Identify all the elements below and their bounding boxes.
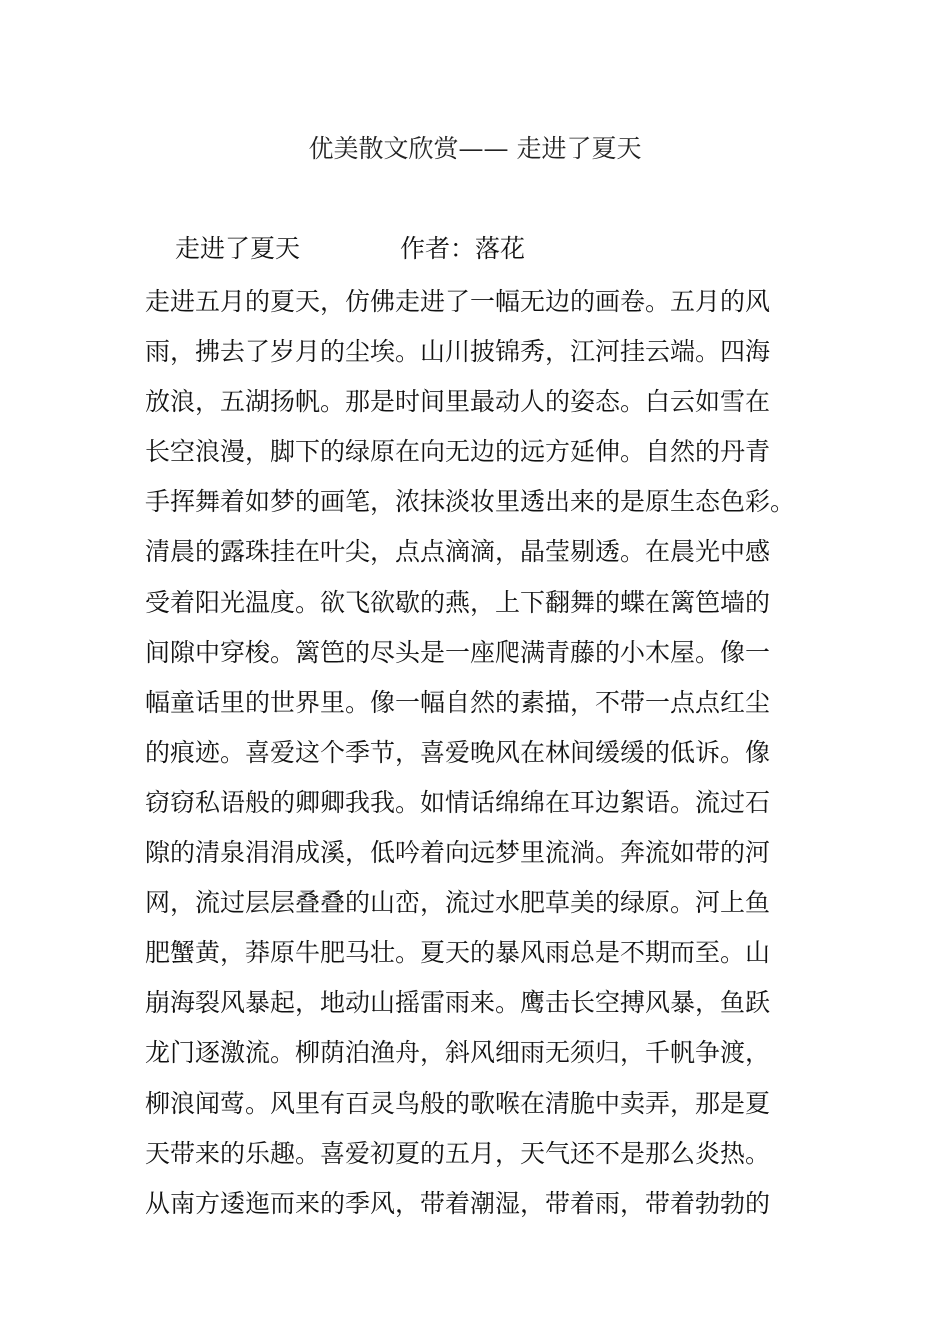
paragraph-line: 受着阳光温度。欲飞欲歇的燕，上下翻舞的蝶在篱笆墙的 [145, 587, 771, 617]
essay-body [145, 277, 815, 1229]
paragraph-line: 间隙中穿梭。篱笆的尽头是一座爬满青藤的小木屋。像一 [145, 637, 771, 667]
paragraph-line: 从南方逶迤而来的季风，带着潮湿，带着雨，带着勃勃的 [145, 1188, 771, 1218]
paragraph-line: 清晨的露珠挂在叶尖，点点滴滴，晶莹剔透。在晨光中感 [145, 537, 771, 567]
paragraph-line: 长空浪漫，脚下的绿原在向无边的远方延伸。自然的丹青 [145, 437, 771, 467]
paragraph-line: 走进五月的夏天，仿佛走进了一幅无边的画卷。五月的风 [145, 287, 771, 316]
paragraph-line: 窃窃私语般的卿卿我我。如情话绵绵在耳边絮语。流过石 [145, 787, 771, 817]
paragraph-line: 网，流过层层叠叠的山峦，流过水肥草美的绿原。河上鱼 [145, 888, 771, 918]
paragraph-line: 隙的清泉涓涓成溪，低吟着向远梦里流淌。奔流如带的河 [145, 838, 771, 868]
paragraph-line: 肥蟹黄，莽原牛肥马壮。夏天的暴风雨总是不期而至。山 [145, 938, 771, 968]
paragraph-line: 的痕迹。喜爱这个季节，喜爱晚风在林间缓缓的低诉。像 [145, 737, 771, 767]
paragraph-line: 龙门逐激流。柳荫泊渔舟，斜风细雨无须归，千帆争渡， [145, 1038, 771, 1068]
paragraph-line: 崩海裂风暴起，地动山摇雷雨来。鹰击长空搏风暴，鱼跃 [145, 988, 771, 1018]
paragraph-line: 柳浪闻莺。风里有百灵鸟般的歌喉在清脆中卖弄，那是夏 [145, 1088, 771, 1118]
paragraph-line: 幅童话里的世界里。像一幅自然的素描，不带一点点红尘 [145, 687, 771, 717]
paragraph-line: 雨，拂去了岁月的尘埃。山川披锦秀，江河挂云端。四海 [145, 337, 771, 367]
page-title: 优美散文欣赏—— 走进了夏天 [308, 134, 642, 163]
paragraph-line: 放浪，五湖扬帆。那是时间里最动人的姿态。白云如雪在 [145, 387, 771, 417]
essay-author: 作者：落花 [400, 234, 526, 263]
paragraph-line: 手挥舞着如梦的画笔，浓抹淡妆里透出来的是原生态色彩。 [145, 487, 796, 517]
paragraph-line: 天带来的乐趣。喜爱初夏的五月，天气还不是那么炎热。 [145, 1138, 771, 1168]
essay-subheading [175, 230, 526, 268]
essay-title: 走进了夏天 [175, 234, 301, 263]
